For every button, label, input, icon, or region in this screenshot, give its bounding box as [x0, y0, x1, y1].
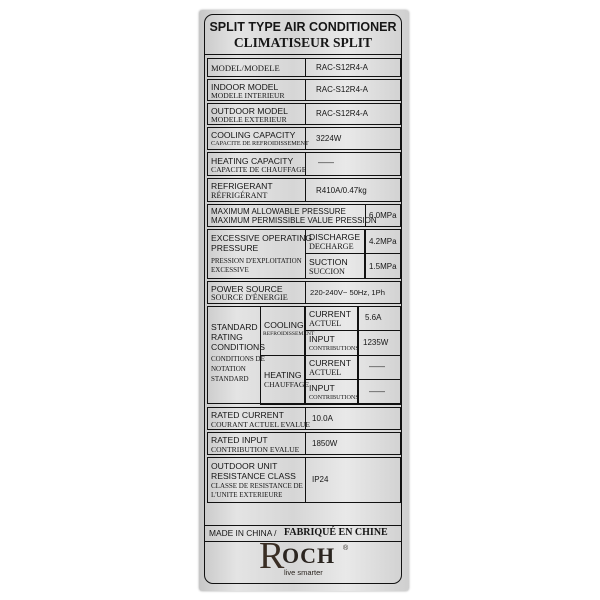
discharge-value: 4.2MPa: [369, 237, 397, 246]
row-model: [207, 58, 401, 77]
model-value: RAC-S12R4-A: [316, 63, 369, 72]
rating-label-fr-1: CONDITIONS DE: [211, 355, 265, 363]
heating-current-cell: [305, 355, 358, 380]
heating-capacity-label-en: HEATING CAPACITY: [211, 156, 294, 166]
cooling-capacity-value: 3224W: [316, 134, 342, 143]
excessive-label-fr-1: PRESSION D'EXPLOITATION: [211, 257, 302, 265]
cooling-mode-label-en: COOLING: [264, 320, 304, 330]
resistance-label-en-1: OUTDOOR UNIT: [211, 461, 278, 471]
cooling-mode-label-fr: REFROIDISSEMENT: [263, 331, 315, 337]
heating-current-label-en: CURRENT: [309, 358, 352, 368]
heating-input-value-cell: [358, 379, 402, 405]
indoor-value: RAC-S12R4-A: [316, 85, 369, 94]
suction-value-cell: [365, 253, 402, 279]
discharge-value-cell: [365, 229, 402, 254]
row-rating-conditions: [207, 306, 401, 404]
suction-value: 1.5MPa: [369, 262, 397, 271]
rating-label-fr-2: NOTATION: [211, 365, 246, 373]
row-power-source: [207, 281, 401, 304]
cooling-input-label-fr: CONTRIBUTIONS: [309, 345, 359, 352]
excessive-label-en-1: EXCESSIVE OPERATING: [211, 233, 313, 243]
rating-plate: [199, 10, 409, 591]
made-in-label-en: MADE IN CHINA /: [209, 528, 277, 538]
refrigerant-value: R410A/0.47kg: [316, 186, 367, 195]
rating-label-en-3: CONDITIONS: [211, 342, 265, 352]
heating-mode-cell: [260, 355, 310, 405]
cooling-current-label-en: CURRENT: [309, 309, 352, 319]
model-label: MODEL/MODELE: [211, 63, 280, 73]
row-resistance-class: [207, 457, 401, 503]
rating-label-en-1: STANDARD: [211, 322, 258, 332]
heating-current-value-cell: [358, 355, 402, 380]
power-source-label-fr: SOURCE D'ÉNERGIE: [211, 293, 288, 302]
heating-capacity-label-fr: CAPACITE DE CHAUFFAGE: [211, 165, 307, 174]
max-pressure-label-fr: MAXIMUM PERMISSIBLE VALUE PRESSION: [211, 216, 377, 225]
cooling-current-label-fr: ACTUEL: [309, 319, 342, 328]
rated-current-label-fr: COURANT ACTUEL EVALUE: [211, 420, 310, 429]
resistance-label-fr-2: L'UNITE EXTERIEURE: [211, 491, 283, 499]
discharge-cell: [305, 229, 365, 254]
outdoor-label-en: OUTDOOR MODEL: [211, 106, 288, 116]
cooling-capacity-label-en: COOLING CAPACITY: [211, 130, 296, 140]
row-cooling-capacity: [207, 127, 401, 150]
cooling-capacity-label-fr: CAPACITE DE REFROIDISSEMENT: [211, 140, 309, 147]
heating-input-label-fr: CONTRIBUTIONS: [309, 394, 359, 401]
suction-label-fr: SUCCION: [309, 267, 345, 276]
cooling-input-label-en: INPUT: [309, 334, 335, 344]
power-source-label-en: POWER SOURCE: [211, 284, 283, 294]
row-max-pressure: [207, 204, 401, 227]
heating-mode-label-fr: CHAUFFAGE: [264, 380, 310, 389]
made-in-label-fr: FABRIQUÉ EN CHINE: [284, 527, 388, 538]
row-rated-current: [207, 407, 401, 430]
row-refrigerant: [207, 178, 401, 202]
cooling-current-cell: [305, 306, 358, 331]
excessive-label-en-2: PRESSURE: [211, 243, 259, 253]
roch-logo-mark: [199, 527, 409, 590]
rating-label-en-2: RATING: [211, 332, 243, 342]
rated-input-value: 1850W: [312, 439, 338, 448]
rated-input-label-en: RATED INPUT: [211, 435, 268, 445]
resistance-value: IP24: [312, 475, 329, 484]
max-pressure-label-en: MAXIMUM ALLOWABLE PRESSURE: [211, 207, 346, 216]
heating-input-value: ——: [369, 387, 385, 396]
discharge-label-en: DISCHARGE: [309, 232, 361, 242]
heating-mode-label-en: HEATING: [264, 370, 302, 380]
row-excessive-pressure: [207, 229, 401, 279]
brand-logo: [199, 527, 409, 590]
svg-text:®: ®: [343, 545, 349, 552]
row-rated-input: [207, 432, 401, 455]
cooling-current-value: 5.6A: [365, 313, 382, 322]
resistance-label-en-2: RESISTANCE CLASS: [211, 471, 296, 481]
suction-cell: [305, 253, 365, 279]
heating-input-cell: [305, 379, 358, 405]
heating-input-label-en: INPUT: [309, 383, 335, 393]
heating-capacity-value: ——: [318, 158, 334, 167]
resistance-label-fr-1: CLASSE DE RESISTANCE DE: [211, 482, 303, 490]
suction-label-en: SUCTION: [309, 257, 348, 267]
cooling-input-value-cell: [358, 330, 402, 356]
svg-text:R: R: [259, 535, 285, 577]
refrigerant-label-fr: RÉFRIGÉRANT: [211, 191, 268, 200]
rated-input-label-fr: CONTRIBUTION EVALUE: [211, 445, 300, 454]
max-pressure-value: 6.0MPa: [369, 211, 397, 220]
outdoor-value: RAC-S12R4-A: [316, 109, 369, 118]
title-french: CLIMATISEUR SPLIT: [233, 35, 373, 50]
cooling-input-value: 1235W: [363, 338, 389, 347]
svg-text:OCH: OCH: [282, 543, 336, 568]
indoor-label-en: INDOOR MODEL: [211, 82, 279, 92]
refrigerant-label-en: REFRIGERANT: [211, 181, 273, 191]
outdoor-label-fr: MODELE EXTERIEUR: [211, 115, 287, 124]
rating-label-fr-3: STANDARD: [211, 375, 249, 383]
title-english: SPLIT TYPE AIR CONDITIONER: [209, 20, 397, 34]
svg-text:live smarter: live smarter: [284, 568, 323, 577]
plate-header: [205, 15, 401, 55]
rated-current-value: 10.0A: [312, 414, 333, 423]
cooling-current-value-cell: [358, 306, 402, 331]
row-outdoor-model: [207, 103, 401, 125]
rated-current-label-en: RATED CURRENT: [211, 410, 284, 420]
power-source-value: 220-240V~ 50Hz, 1Ph: [310, 288, 385, 297]
row-indoor-model: [207, 79, 401, 101]
heating-current-label-fr: ACTUEL: [309, 368, 342, 377]
heating-current-value: ——: [369, 362, 385, 371]
cooling-mode-cell: [260, 306, 315, 356]
row-heating-capacity: [207, 152, 401, 176]
excessive-label-fr-2: EXCESSIVE: [211, 266, 249, 274]
plate-frame: [204, 14, 402, 584]
indoor-label-fr: MODELE INTERIEUR: [211, 91, 285, 100]
cooling-input-cell: [305, 330, 358, 356]
discharge-label-fr: DECHARGE: [309, 242, 354, 251]
